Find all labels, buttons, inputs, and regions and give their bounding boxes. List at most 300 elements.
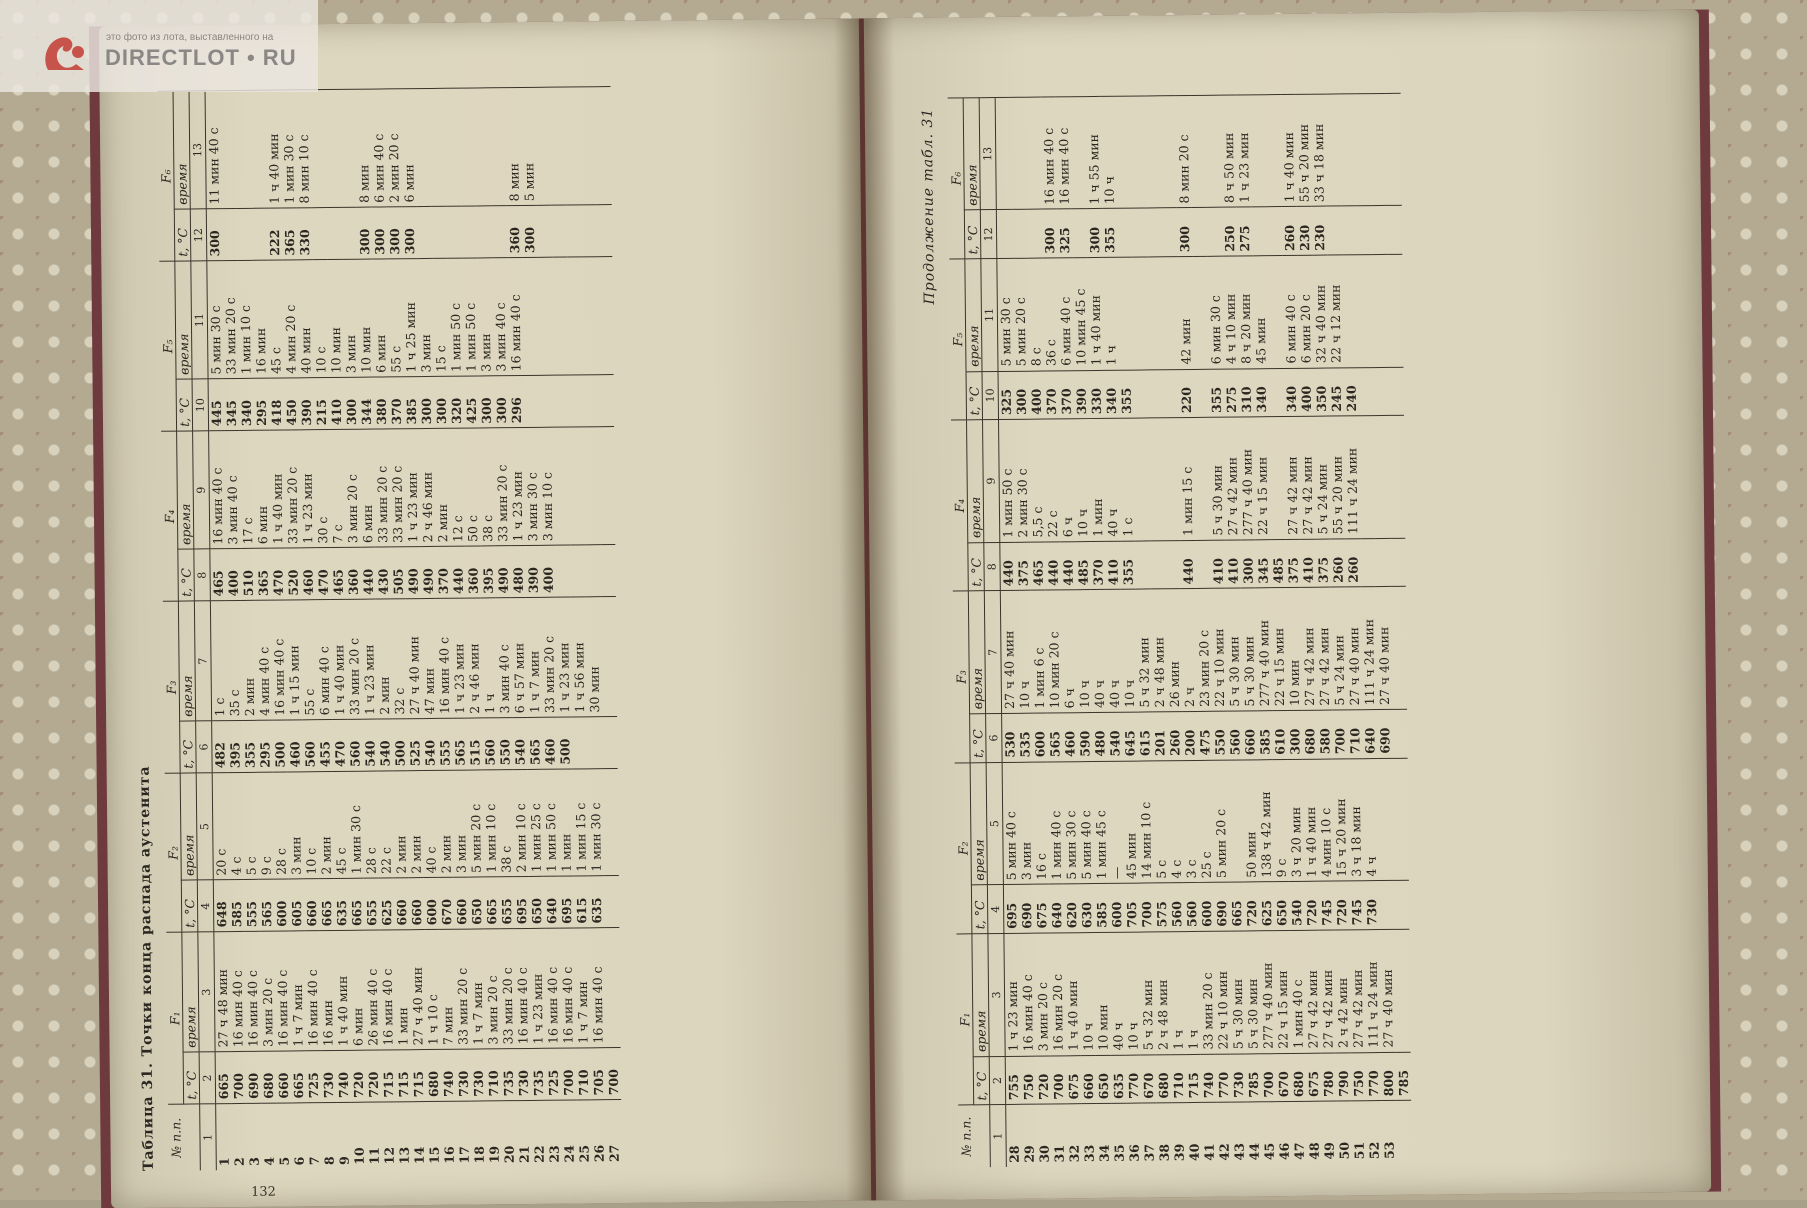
temperature-cell: 690 [1377, 710, 1393, 759]
column-number: 9 [193, 431, 210, 549]
temperature-cell: 300 [1287, 710, 1303, 759]
time-cell: 3 с [1183, 760, 1199, 883]
time-cell: 4 мин 10 с [1318, 759, 1334, 882]
time-cell: 1 мин 50 с [999, 420, 1016, 543]
time-cell [1149, 418, 1165, 541]
temperature-cell: 370 [1044, 370, 1060, 419]
temperature-cell: 665 [319, 879, 335, 931]
row-number: 45 [1261, 1102, 1277, 1164]
time-cell [582, 257, 598, 375]
time-cell: 40 ч [1104, 418, 1120, 541]
temperature-cell: 745 [1319, 881, 1335, 930]
header-temperature: t, °С [183, 1052, 200, 1104]
time-cell: 1 мин 45 с [1093, 761, 1109, 884]
time-cell: 3 мин [417, 259, 433, 377]
header-time: время [180, 773, 197, 880]
temperature-cell: 460 [1062, 713, 1078, 762]
temperature-cell [1072, 209, 1088, 258]
temperature-cell [1390, 538, 1406, 587]
temperature-cell: 345 [1255, 539, 1271, 588]
temperature-cell: 295 [254, 379, 270, 431]
time-cell: 50 мин [1243, 760, 1259, 883]
time-cell: 16 мин [252, 260, 268, 378]
time-cell: 1 ч 55 мин [1086, 96, 1102, 209]
time-cell: 4 ч 10 мин [1222, 256, 1238, 369]
squirrel-logo-icon [40, 30, 90, 75]
temperature-cell [600, 545, 616, 597]
row-number: 42 [1216, 1102, 1232, 1164]
time-cell: 6 мин [254, 430, 270, 548]
table-caption: Таблица 31. Точки конца распада аустенита [136, 765, 157, 1172]
temperature-cell [1387, 206, 1403, 255]
temperature-cell: 240 [1343, 367, 1359, 416]
temperature-cell: 250 [1222, 208, 1238, 257]
right-page-rotated-content [920, 90, 1691, 1168]
time-cell: 10 мин [1286, 588, 1302, 711]
time-cell [1011, 97, 1027, 210]
time-cell: 28 с [363, 771, 379, 878]
temperature-cell: 375 [1015, 542, 1031, 591]
row-number: 28 [1006, 1105, 1022, 1167]
time-cell: 1 ч 40 мин [331, 600, 347, 720]
time-cell: 6 мин 40 с [371, 89, 387, 207]
row-number: 47 [1291, 1102, 1307, 1164]
time-cell [1147, 257, 1163, 370]
column-number: 2 [989, 1056, 1006, 1105]
time-cell [551, 87, 567, 205]
temperature-cell [447, 206, 463, 258]
time-cell: 7 мин [439, 930, 455, 1050]
time-cell: 1 мин 50 с [462, 258, 478, 376]
temperature-cell: 300 [387, 207, 403, 259]
time-cell: 5 мин [521, 87, 537, 205]
time-cell: 55 с [301, 600, 317, 720]
temperature-cell [327, 208, 343, 260]
row-number: 53 [1381, 1101, 1397, 1163]
time-cell: 10 ч [1076, 590, 1092, 713]
temperature-cell: 580 [1317, 710, 1333, 759]
temperature-cell: 680 [261, 1051, 277, 1103]
header-time: время [970, 762, 987, 885]
time-cell: 1 мин 30 с [588, 769, 604, 876]
time-cell [569, 427, 585, 545]
temperature-cell: 300 [1240, 540, 1256, 589]
header-time: время [182, 932, 199, 1052]
group-F4: F₄ [161, 431, 178, 601]
row-number: 36 [1126, 1103, 1142, 1165]
row-number: 14 [411, 1102, 427, 1169]
temperature-cell: 540 [422, 719, 438, 771]
temperature-cell [1162, 208, 1178, 257]
temperature-cell: 560 [302, 720, 318, 772]
temperature-cell [572, 717, 588, 769]
time-cell: 5 мин 40 с [1078, 761, 1094, 884]
temperature-cell: 800 [1381, 1052, 1397, 1101]
time-cell: 8 ч 50 мин [1221, 95, 1237, 208]
temperature-cell: 600 [1199, 883, 1215, 932]
temperature-cell: 344 [359, 377, 375, 429]
temperature-cell: 440 [1000, 542, 1016, 591]
time-cell: 5 с [243, 772, 259, 879]
time-cell: 1 мин 15 с [573, 769, 589, 876]
header-time: время [972, 934, 989, 1057]
time-cell: 5,5 с [1029, 419, 1045, 542]
temperature-cell: 770 [1216, 1054, 1232, 1103]
time-cell: 30 с [314, 430, 330, 548]
time-cell: 27 ч 42 мин [1349, 930, 1365, 1053]
temperature-cell: 355 [1119, 370, 1135, 419]
temperature-cell: 635 [1111, 1055, 1127, 1104]
temperature-cell: 665 [215, 1052, 231, 1104]
column-number: 13 [979, 98, 996, 211]
temperature-cell: 340 [1253, 368, 1269, 417]
time-cell: 1 ч [1169, 932, 1185, 1055]
time-cell: 10 мин [357, 259, 373, 377]
temperature-cell: 340 [239, 379, 255, 431]
time-cell: 6 мин 40 с [1057, 258, 1073, 371]
temperature-cell [342, 208, 358, 260]
temperature-cell: 730 [1364, 881, 1380, 930]
time-cell: 1 ч 23 мин [299, 430, 315, 548]
temperature-cell: 645 [1122, 712, 1138, 761]
column-number: 3 [988, 933, 1005, 1056]
row-number: 41 [1201, 1103, 1217, 1165]
column-number: 10 [982, 371, 999, 420]
temperature-cell: 690 [246, 1052, 262, 1104]
time-cell: 1 с [1119, 418, 1135, 541]
temperature-cell: 300 [1042, 209, 1058, 258]
row-number: 32 [1066, 1104, 1082, 1166]
table-body [205, 87, 622, 1171]
temperature-cell: 620 [1064, 884, 1080, 933]
time-cell: 40 ч [1091, 590, 1107, 713]
temperature-cell: 360 [465, 546, 481, 598]
table-body [995, 93, 1412, 1167]
header-temperature: t, °С [174, 209, 191, 261]
temperature-cell: 670 [439, 878, 455, 930]
temperature-cell: 325 [998, 371, 1014, 420]
temperature-cell [1357, 206, 1373, 255]
column-number: 5 [196, 773, 213, 880]
time-cell: 5 ч 24 мин [1331, 587, 1347, 710]
time-cell [1372, 255, 1388, 368]
temperature-cell: 320 [449, 376, 465, 428]
temperature-cell: 296 [509, 376, 525, 428]
temperature-cell: 480 [1092, 712, 1108, 761]
temperature-cell: 785 [1246, 1053, 1262, 1102]
time-cell: 3 мин [453, 770, 469, 877]
temperature-cell: 720 [366, 1050, 382, 1102]
time-cell [251, 90, 267, 208]
time-cell [431, 88, 447, 206]
time-cell: 10 ч [1016, 591, 1032, 714]
temperature-cell: 400 [1298, 368, 1314, 417]
time-cell: 45 мин [1252, 256, 1268, 369]
time-cell [311, 90, 327, 208]
time-cell: 35 с [226, 601, 242, 721]
time-cell: 16 мин 40 с [507, 258, 523, 376]
time-cell: 3 ч 20 мин [1288, 759, 1304, 882]
temperature-cell: 560 [1169, 883, 1185, 932]
time-cell: 33 мин 20 с [389, 429, 405, 547]
time-cell: 5 мин 20 с [468, 770, 484, 877]
time-cell: 1 мин [394, 930, 410, 1050]
time-cell [537, 257, 553, 375]
time-cell: 1 мин 30 с [348, 771, 364, 878]
temperature-cell: 670 [1141, 1055, 1157, 1104]
time-cell: 22 ч 15 мин [1271, 588, 1287, 711]
temperature-cell: 560 [347, 719, 363, 771]
time-cell: 2 ч 48 мин [1151, 589, 1167, 712]
time-cell: 1 мин 40 с [1289, 930, 1305, 1053]
temperature-cell: 230 [1312, 207, 1328, 256]
temperature-cell: 700 [561, 1048, 577, 1100]
time-cell: 33 мин 20 с [346, 600, 362, 720]
time-cell: 12 с [449, 428, 465, 546]
temperature-cell: 390 [1074, 370, 1090, 419]
temperature-cell [1117, 209, 1133, 258]
row-number: 13 [396, 1102, 412, 1169]
row-number: 27 [606, 1100, 622, 1167]
row-number: 3 [246, 1103, 262, 1170]
austenite-table-part-1 [158, 86, 622, 1171]
time-cell: 3 мин 20 с [484, 929, 500, 1049]
header-time: время [175, 261, 192, 379]
temperature-cell [1147, 208, 1163, 257]
temperature-cell: 590 [1077, 713, 1093, 762]
time-cell: 26 мин [1166, 589, 1182, 712]
temperature-cell [1252, 207, 1268, 256]
temperature-cell: 565 [527, 718, 543, 770]
temperature-cell: 300 [1087, 209, 1103, 258]
header-temperature: t, °С [964, 210, 981, 259]
temperature-cell: 665 [484, 877, 500, 929]
time-cell: 10 мин 20 с [1046, 590, 1062, 713]
time-cell [1194, 417, 1210, 540]
temperature-cell: 560 [1227, 711, 1243, 760]
time-cell [1131, 96, 1147, 209]
temperature-cell: 430 [375, 547, 391, 599]
temperature-cell: 690 [1214, 883, 1230, 932]
temperature-cell: 600 [1109, 884, 1125, 933]
row-number [1396, 1101, 1412, 1163]
time-cell: 10 ч [1101, 96, 1117, 209]
temperature-cell [1388, 367, 1404, 416]
temperature-cell: 260 [1282, 207, 1298, 256]
temperature-cell: 755 [1005, 1056, 1021, 1105]
temperature-cell: 660 [1081, 1055, 1097, 1104]
time-cell: 5 ч 30 мин [1226, 588, 1242, 711]
time-cell: 20 с [212, 773, 229, 880]
temperature-cell: 750 [1021, 1056, 1037, 1105]
time-cell: — [1108, 761, 1124, 884]
temperature-cell: 482 [212, 721, 228, 773]
time-cell: 40 ч [1106, 590, 1122, 713]
time-cell: 1 ч 7 мин [526, 598, 542, 718]
temperature-cell: 465 [1030, 542, 1046, 591]
temperature-cell: 665 [349, 879, 365, 931]
column-number: 2 [199, 1052, 216, 1104]
time-cell: 3 мин 10 с [539, 427, 555, 545]
temperature-cell: 615 [1137, 712, 1153, 761]
time-cell [1326, 94, 1342, 207]
temperature-cell [432, 207, 448, 259]
time-cell [491, 88, 507, 206]
column-number: 6 [986, 714, 1003, 763]
time-cell [1251, 95, 1267, 208]
temperature-cell: 710 [486, 1049, 502, 1101]
row-number: 25 [576, 1100, 592, 1167]
temperature-cell: 340 [1283, 368, 1299, 417]
temperature-cell: 770 [1126, 1055, 1142, 1104]
open-book [89, 10, 1721, 1208]
time-cell: 8 мин 20 с [1176, 95, 1192, 208]
row-number: 11 [366, 1102, 382, 1169]
temperature-cell: 300 [344, 378, 360, 430]
row-number: 43 [1231, 1102, 1247, 1164]
temperature-cell: 460 [542, 717, 558, 769]
time-cell: 16 мин 40 с [244, 932, 260, 1052]
header-time: время [177, 431, 194, 549]
time-cell: 1 ч 40 мин [1064, 933, 1080, 1056]
temperature-cell: 710 [576, 1048, 592, 1100]
temperature-cell: 300 [402, 207, 418, 259]
temperature-cell: 370 [435, 547, 451, 599]
time-cell: 1 ч 23 мин [1004, 933, 1021, 1056]
temperature-cell: 390 [299, 378, 315, 430]
time-cell [554, 427, 570, 545]
time-cell: 27 ч 42 мин [1301, 588, 1317, 711]
time-cell [1164, 418, 1180, 541]
time-cell: 1 ч 23 мин [509, 428, 525, 546]
row-number: 46 [1276, 1102, 1292, 1164]
time-cell: 1 ч 7 мин [574, 928, 590, 1048]
temperature-cell: 440 [450, 547, 466, 599]
temperature-cell [1360, 538, 1376, 587]
time-cell: 1 мин [1089, 419, 1105, 542]
temperature-cell: 500 [557, 717, 573, 769]
time-cell: 22 ч 15 мин [1254, 417, 1270, 540]
temperature-cell: 565 [1047, 713, 1063, 762]
time-cell: 27 ч 42 мин [1304, 930, 1320, 1053]
temperature-cell: 680 [426, 1050, 442, 1102]
temperature-cell: 720 [1036, 1056, 1052, 1105]
temperature-cell: 230 [1297, 207, 1313, 256]
temperature-cell: 650 [469, 877, 485, 929]
time-cell [1393, 758, 1409, 881]
time-cell: 277 ч 40 мин [1259, 931, 1275, 1054]
time-cell: 9 с [1273, 759, 1289, 882]
temperature-cell: 615 [574, 876, 590, 928]
group-F4: F₄ [951, 420, 968, 591]
temperature-cell [539, 376, 555, 428]
time-cell: 8 с [1027, 258, 1043, 371]
temperature-cell [1268, 368, 1284, 417]
time-cell: 1 мин 40 с [1048, 762, 1064, 885]
time-cell: 16 мин 40 с [544, 928, 560, 1048]
temperature-cell: 480 [510, 546, 526, 598]
temperature-cell: 740 [336, 1051, 352, 1103]
temperature-cell: 675 [1066, 1055, 1082, 1104]
time-cell: 28 с [273, 772, 289, 879]
time-cell: 1 ч 23 мин [404, 429, 420, 547]
temperature-cell: 565 [259, 880, 275, 932]
header-temperature: t, °С [181, 880, 198, 932]
column-number: 4 [987, 885, 1004, 934]
time-cell: 27 ч 42 мин [1224, 417, 1240, 540]
header-time: время [963, 98, 980, 211]
time-cell: 33 мин 20 с [499, 929, 515, 1049]
time-cell: 47 мин [421, 599, 437, 719]
temperature-cell [570, 545, 586, 597]
time-cell: 40 с [423, 771, 439, 878]
temperature-cell [1327, 206, 1343, 255]
time-cell: 1 ч 23 мин [529, 929, 545, 1049]
time-cell [236, 90, 252, 208]
time-cell: 5 ч 30 мин [1209, 417, 1225, 540]
group-F1: F₁ [956, 934, 973, 1105]
temperature-cell [599, 375, 615, 427]
temperature-cell: 625 [379, 878, 395, 930]
temperature-cell: 700 [1261, 1053, 1277, 1102]
time-cell: 23 мин 20 с [1196, 589, 1212, 712]
column-number: 12 [190, 209, 207, 261]
time-cell [1357, 255, 1373, 368]
temperature-cell: 395 [480, 546, 496, 598]
time-cell [597, 257, 613, 375]
time-cell: 111 ч 24 мин [1344, 416, 1360, 539]
temperature-cell [312, 208, 328, 260]
temperature-cell: 660 [304, 879, 320, 931]
time-cell: 8 мин 10 с [296, 90, 312, 208]
time-cell: 33 ч 18 мин [1311, 94, 1327, 207]
temperature-cell: 410 [329, 378, 345, 430]
time-cell: 16 мин 40 с [1041, 97, 1057, 210]
group-F3: F₃ [953, 591, 970, 762]
temperature-cell: 440 [1180, 540, 1196, 589]
time-cell [603, 769, 619, 876]
time-cell: 1 ч 40 мин [1087, 258, 1103, 371]
temperature-cell [1135, 541, 1151, 590]
temperature-cell: 705 [1124, 883, 1140, 932]
time-cell: 4 мин 40 с [256, 600, 272, 720]
row-number: 33 [1081, 1104, 1097, 1166]
time-cell: 33 мин 20 с [284, 430, 300, 548]
temperature-cell [1165, 540, 1181, 589]
time-cell: 42 мин [1177, 257, 1193, 370]
temperature-cell [584, 375, 600, 427]
temperature-cell [1392, 709, 1408, 758]
time-cell: 6 ч [1059, 419, 1075, 542]
time-cell [552, 257, 568, 375]
temperature-cell: 585 [1094, 884, 1110, 933]
temperature-cell: 300 [419, 377, 435, 429]
temperature-cell: 710 [1171, 1054, 1187, 1103]
time-cell: 1 ч 10 с [424, 930, 440, 1050]
row-number: 44 [1246, 1102, 1262, 1164]
temperature-cell: 670 [1276, 1053, 1292, 1102]
column-number: 7 [984, 591, 1001, 714]
time-cell [1386, 93, 1402, 206]
temperature-cell: 720 [1244, 882, 1260, 931]
time-cell [416, 88, 432, 206]
row-number: 35 [1111, 1104, 1127, 1166]
time-cell: 2 мин 10 с [513, 770, 529, 877]
time-cell: 5 ч 30 мин [1229, 931, 1245, 1054]
temperature-cell: 300 [522, 206, 538, 258]
time-cell: 36 с [1042, 258, 1058, 371]
time-cell: 40 ч [1109, 932, 1125, 1055]
